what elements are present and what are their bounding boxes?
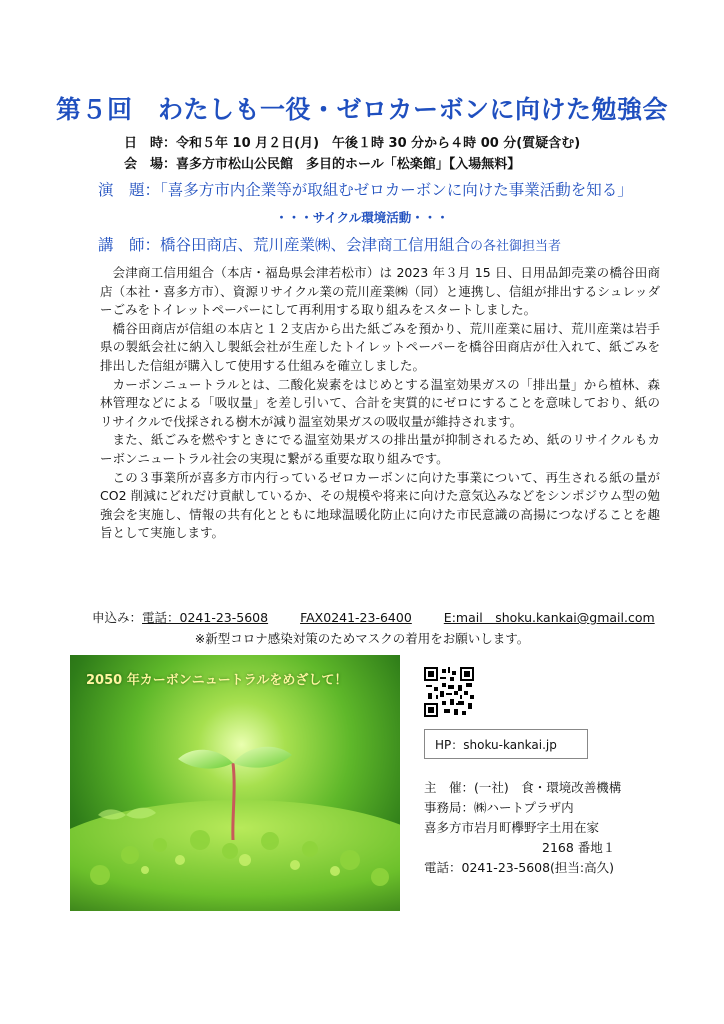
seedling-photo xyxy=(70,655,400,911)
paragraph: この３事業所が喜多方市内行っているゼロカーボンに向けた事業について、再生される紙の量が CO2 削減にどれだけ貢献しているか、その規模や将来に向けた意気込みなどをシンポジウム型の勉強会を実施し、情報の共有化とともに地球温暖化防止に向けた市民意識の高揚につなげることを趣旨として実施します。 xyxy=(100,469,660,541)
organizer-address-number: 2168 番地１ xyxy=(542,840,616,855)
organizer-address: 喜多方市岩月町欅野字土用在家 xyxy=(424,820,600,835)
photo-caption: 2050 年カーボンニュートラルをめざして！ xyxy=(86,673,348,688)
contact-line xyxy=(92,608,655,626)
event-venue: 会 場：喜多方市松山公民館 多目的ホール「松楽館」【入場無料】 xyxy=(124,157,521,172)
lecturer-names: 講 師：橋谷田商店、荒川産業㈱、会津商工信用組合 xyxy=(98,236,471,254)
page-title: 第５回 わたしも一役・ゼロカーボンに向けた勉強会 xyxy=(55,95,668,124)
mask-note: ※新型コロナ感染対策のためマスクの着用をお願いします。 xyxy=(194,631,530,646)
contact-email[interactable]: E:mail shoku.kankai@gmail.com xyxy=(443,610,655,625)
organizer-office: 事務局：㈱ハートプラザ内 xyxy=(424,800,574,815)
lecture-subtopic: ・・・サイクル環境活動・・・ xyxy=(275,210,449,225)
organizer-info xyxy=(424,778,621,878)
contact-fax: FAX0241-23-6400 xyxy=(300,610,412,625)
paragraph: 会津商工信用組合（本店・福島県会津若松市）は 2023 年３月 15 日、日用品卸売業の橋谷田商店（本社・喜多方市）、資源リサイクル業の荒川産業㈱（同）と連携し、信組が排出するシュレッダーごみをトイレットペーパーにして再利用する取り組みをスタートしました。 xyxy=(100,265,660,318)
qr-code-icon[interactable] xyxy=(424,667,474,717)
organizer-host: 主 催：(一社) 食・環境改善機構 xyxy=(424,780,622,795)
lecturer xyxy=(98,233,561,255)
organizer-phone: 電話：0241-23-5608(担当:高久) xyxy=(424,860,615,875)
homepage-box[interactable]: HP：shoku-kankai.jp xyxy=(424,729,588,759)
event-datetime: 日 時：令和５年 10 月２日(月) 午後１時 30 分から４時 00 分(質疑含む) xyxy=(124,136,581,151)
contact-tel[interactable]: 電話：0241-23-5608 xyxy=(142,610,269,625)
lecture-topic: 演 題：「喜多方市内企業等が取組むゼロカーボンに向けた事業活動を知る」 xyxy=(98,181,633,199)
paragraph: カーボンニュートラルとは、二酸化炭素をはじめとする温室効果ガスの「排出量」から植林、森林管理などによる「吸収量」を差し引いて、合計を実質的にゼロにすることを意味しており、紙のリサイクルで伐採される樹木が減り温室効果ガスの吸収量が維持されます。 xyxy=(100,376,660,429)
lecturer-suffix: の各社御担当者 xyxy=(470,239,562,254)
paragraph: また、紙ごみを燃やすときにでる温室効果ガスの排出量が抑制されるため、紙のリサイクルもカーボンニュートラル社会の実現に繋がる重要な取り組みです。 xyxy=(100,432,660,466)
contact-prefix: 申込み： xyxy=(92,610,143,625)
body-text xyxy=(100,264,660,543)
paragraph: 橋谷田商店が信組の本店と１２支店から出た紙ごみを預かり、荒川産業に届け、荒川産業は岩手県の製紙会社に納入し製紙会社が生産したトイレットペーパーを橋谷田商店が仕入れて、紙ごみを排出した信組が購入して使用する仕組みを確立しました。 xyxy=(100,320,660,373)
seedling-icon xyxy=(70,655,400,911)
